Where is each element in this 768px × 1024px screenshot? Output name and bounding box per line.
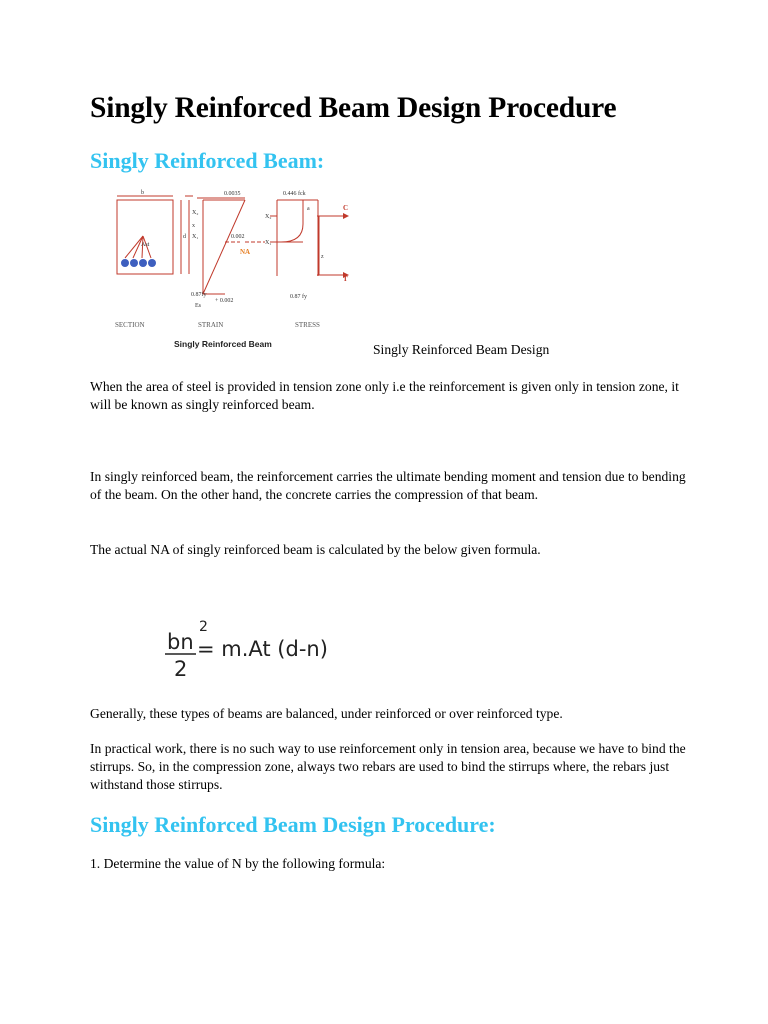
paragraph-5: In practical work, there is no such way to use reinforcement only in tension area, because we have to bind the stirrups. So, in the compression zone, always two rebars are used to bind the stirrups where, the rebars just withstand those stirrups. bbox=[90, 741, 686, 792]
section-heading-singly-reinforced-beam: Singly Reinforced Beam: bbox=[90, 148, 325, 173]
rebar-1 bbox=[121, 259, 129, 267]
paragraph-3: The actual NA of singly reinforced beam is calculated by the below given formula. bbox=[90, 542, 541, 557]
section-heading-design-procedure: Singly Reinforced Beam Design Procedure: bbox=[90, 812, 496, 837]
beam-diagram-figure bbox=[105, 186, 350, 354]
paragraph-6: 1. Determine the value of N by the following formula: bbox=[90, 856, 386, 871]
label-b: b bbox=[141, 190, 144, 196]
paragraph-4: Generally, these types of beams are balanced, under reinforced or over reinforced type. bbox=[90, 706, 563, 721]
figure-caption: Singly Reinforced Beam Design bbox=[373, 342, 550, 357]
label-stress-bottom: 0.87 fy bbox=[290, 294, 307, 300]
label-na: NA bbox=[240, 248, 251, 256]
formula-numerator: bn bbox=[167, 630, 194, 654]
rebar-4 bbox=[148, 259, 156, 267]
label-a: a bbox=[307, 206, 310, 212]
formula-rhs: = m.At (d-n) bbox=[197, 637, 328, 661]
rebar-3 bbox=[139, 259, 147, 267]
label-x2: X₂ bbox=[192, 210, 199, 216]
beam-diagram-svg bbox=[105, 186, 350, 354]
paragraph-1: When the area of steel is provided in tension zone only i.e the reinforcement is given only in tension zone, it will be known as singly reinforced beam. bbox=[90, 379, 679, 412]
strain-diagonal-line bbox=[203, 200, 245, 294]
figure-inner-caption: Singly Reinforced Beam bbox=[174, 339, 272, 349]
label-d: d bbox=[183, 234, 186, 240]
label-z: z bbox=[321, 254, 324, 260]
label-xu1: X₁ bbox=[265, 240, 272, 246]
label-t: T bbox=[343, 275, 348, 283]
stress-parabola bbox=[281, 200, 303, 242]
label-ast: Ast bbox=[141, 242, 150, 248]
label-section: SECTION bbox=[115, 321, 145, 329]
label-xu2: X₂ bbox=[265, 214, 272, 220]
na-formula-svg bbox=[160, 616, 340, 682]
label-c: C bbox=[343, 204, 349, 212]
label-x1: X₁ bbox=[192, 234, 199, 240]
label-strain-bottom-num: 0.87fy bbox=[191, 292, 207, 298]
page-title: Singly Reinforced Beam Design Procedure bbox=[90, 92, 617, 124]
label-strain-bottom-val: + 0.002 bbox=[215, 298, 234, 304]
compression-arrowhead bbox=[343, 213, 349, 219]
paragraph-2: In singly reinforced beam, the reinforcement carries the ultimate bending moment and tension due to bending of the beam. On the other hand, the concrete carries the compression of that beam. bbox=[90, 469, 686, 502]
label-strain: STRAIN bbox=[198, 321, 224, 329]
label-stress-top: 0.446 fck bbox=[283, 191, 306, 197]
rebar-2 bbox=[130, 259, 138, 267]
na-formula bbox=[160, 616, 340, 682]
label-stress: STRESS bbox=[295, 321, 320, 329]
formula-exponent: 2 bbox=[199, 619, 208, 635]
formula-denominator: 2 bbox=[174, 657, 188, 681]
label-strain-bottom-den: Es bbox=[195, 303, 201, 309]
label-strain-mid: 0.002 bbox=[231, 234, 245, 240]
label-strain-top: 0.0035 bbox=[224, 191, 241, 197]
label-x: x bbox=[192, 223, 195, 229]
